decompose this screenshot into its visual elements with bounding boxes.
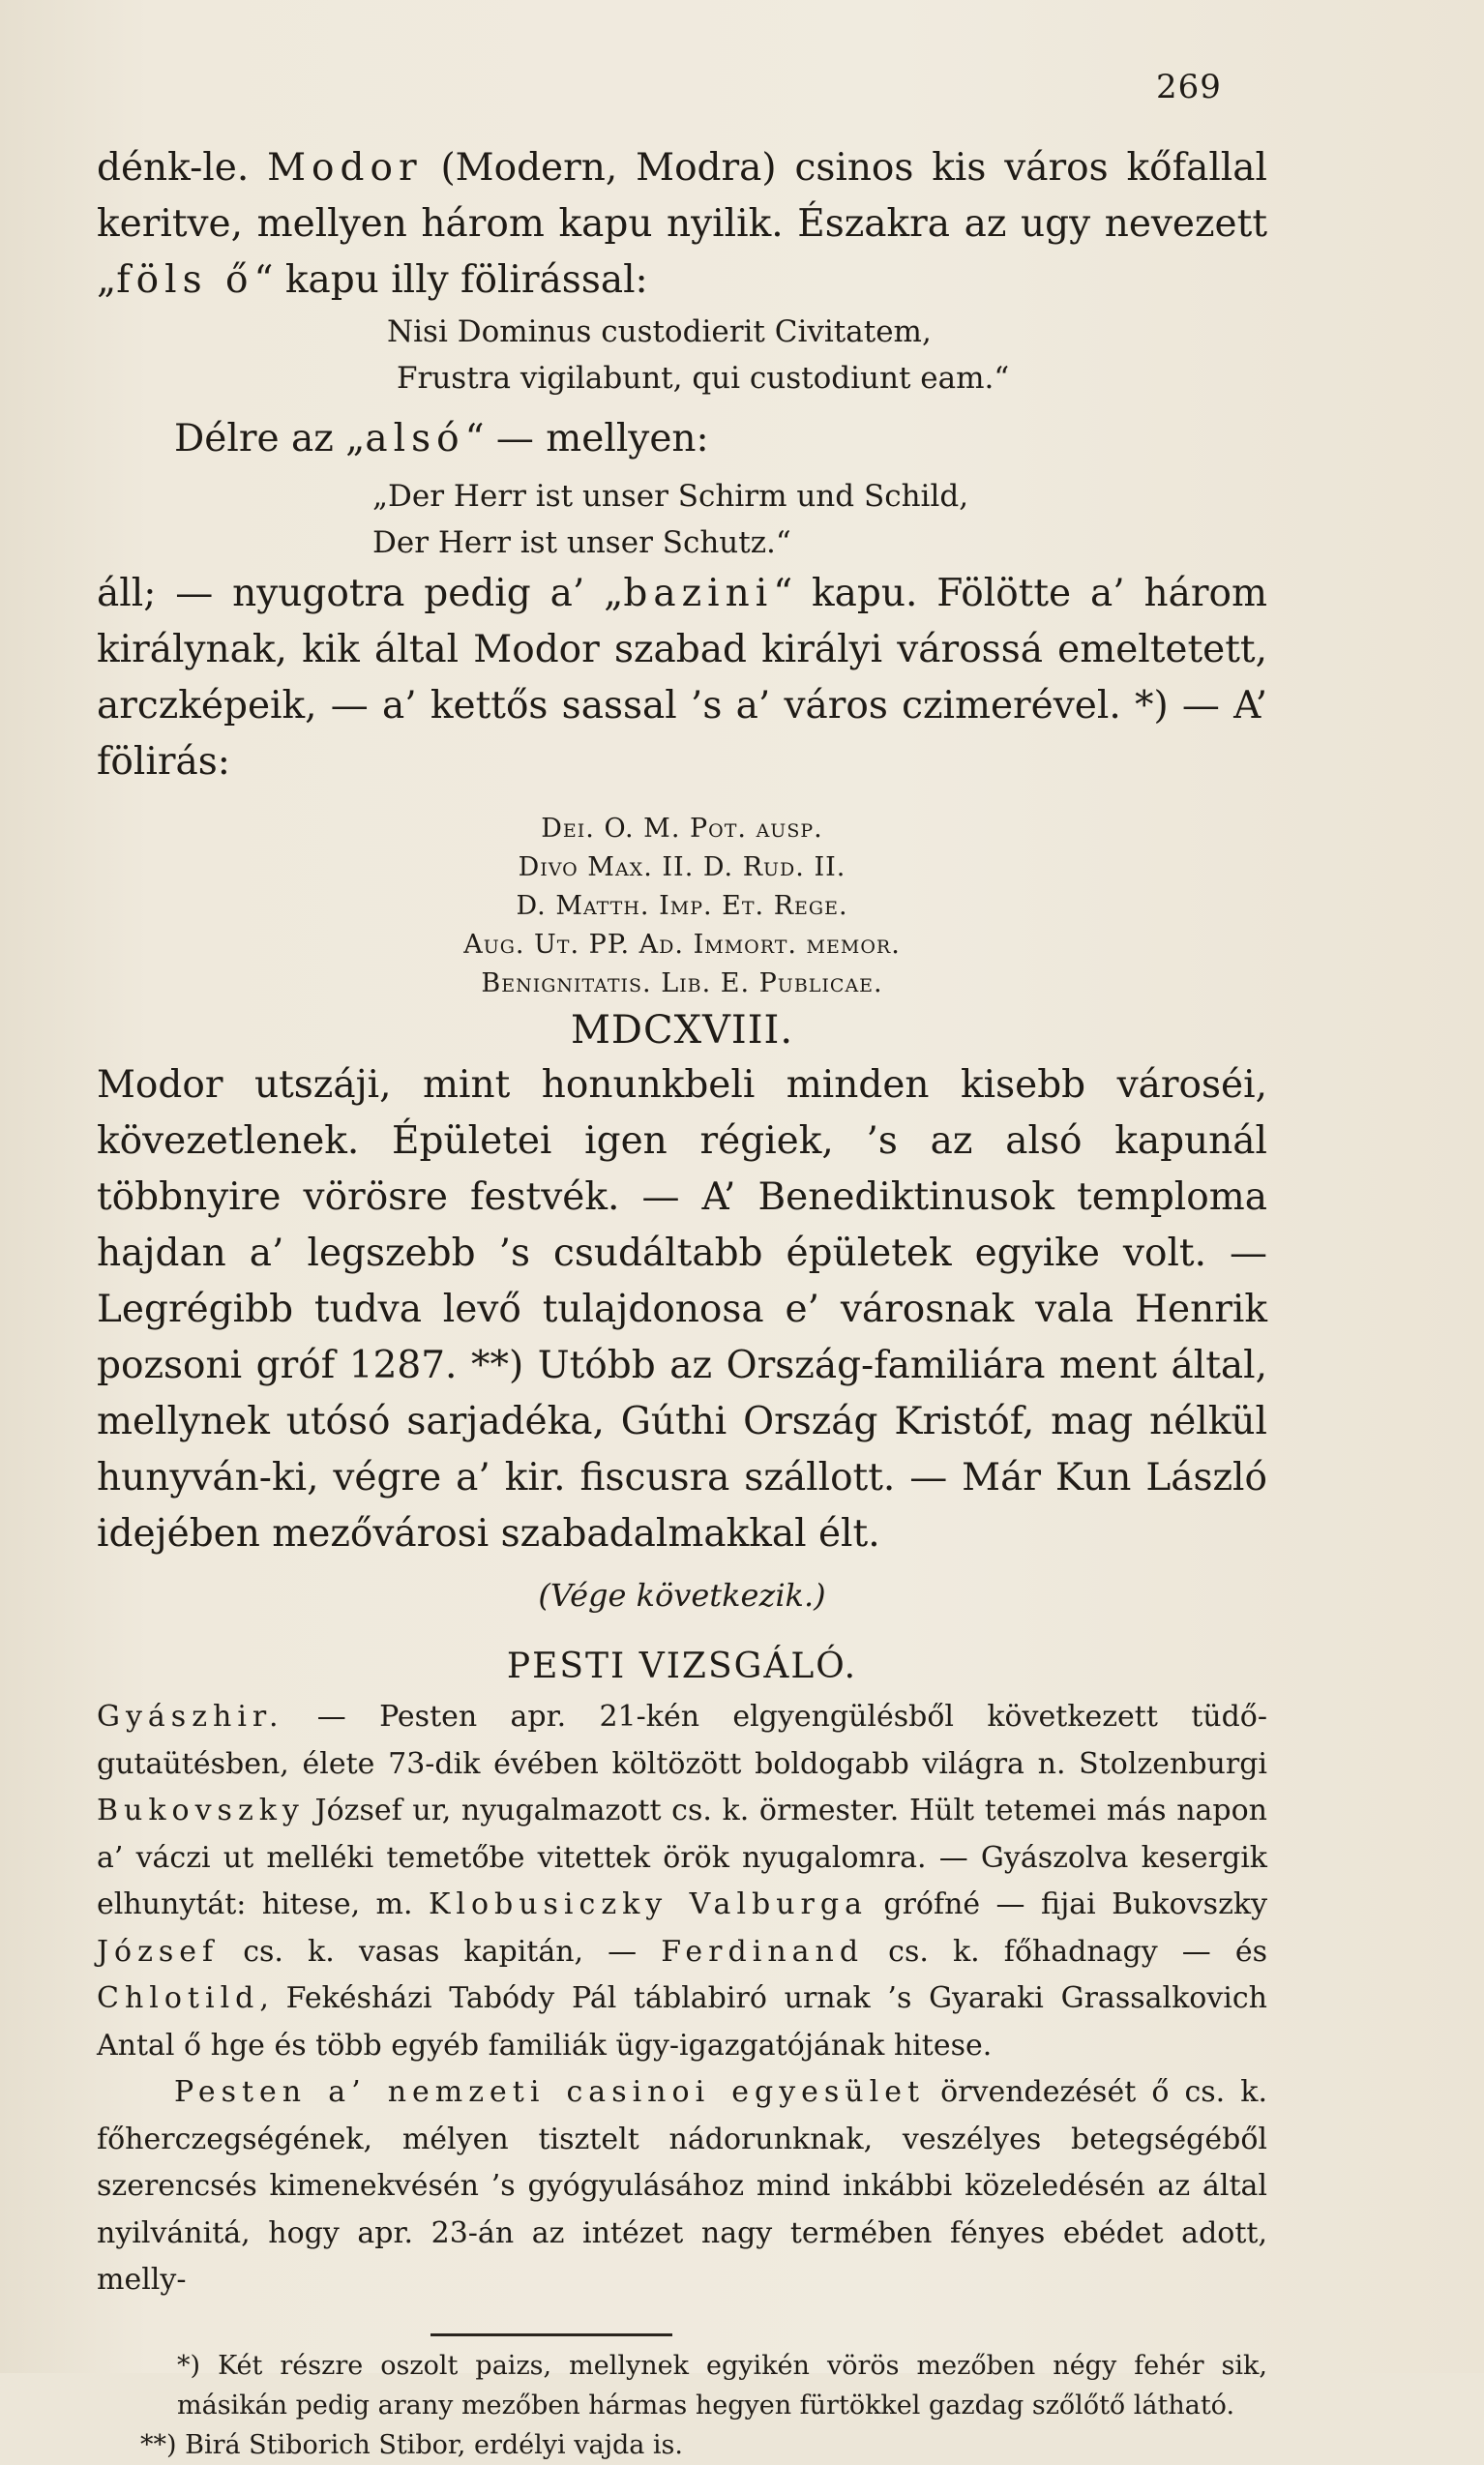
- spaced-name: Ferdinand: [661, 1934, 865, 1969]
- news-section: [97, 1694, 1267, 2304]
- text-run: dénk-le.: [97, 146, 268, 190]
- gate-inscription-line-2: Divo Max. II. D. Rud. II.: [518, 852, 846, 882]
- gate-inscription-line-5: Benignitatis. Lib. E. Publicae.: [481, 968, 883, 998]
- bazini-spaced-name: bazini: [623, 572, 774, 615]
- continuation-note: (Vége következik.): [538, 1577, 826, 1614]
- gate-inscription-line-4: Aug. Ut. PP. Ad. Immort. memor.: [463, 930, 901, 960]
- footnote-1: *) Két részre oszolt paizs, mellynek egyikén vörös mezőben négy fehér sik, másikán pedig arany mezőben hármas hegyen fürtökkel gazdag szőlőtő látható.: [177, 2350, 1267, 2420]
- gate-inscription-year: MDCXVIII.: [570, 1008, 794, 1053]
- german-inscription-line-1: „Der Herr ist unser Schirm und Schild,: [372, 479, 969, 514]
- main-text: [97, 140, 1267, 2465]
- text-run: “ kapu. Fölötte a’ három királynak, kik által Modor szabad királyi várossá emeltetett, arczképeik, — a’ kettős sassal ’s a’ város czimerével. *) — A’ fölirás:: [97, 572, 1268, 784]
- text-run: áll; — nyugotra pedig a’ „: [97, 572, 624, 615]
- text-run: “ — mellyen:: [464, 417, 709, 460]
- gyaszhir-paragraph: [97, 1694, 1267, 2069]
- section-title: PESTI VIZSGÁLÓ.: [506, 1647, 858, 1686]
- text-run: Délre az „: [174, 417, 366, 460]
- spaced-name: Bukovszky: [97, 1794, 305, 1827]
- text-run: cs. k. főhadnagy — és: [864, 1934, 1267, 1969]
- text-run: örvendezését ő cs. k. főherczegségének, mélyen tisztelt nádorunknak, veszélyes betegségéből szerencsés kimenekvésén ’s gyógyulásához mind inkábbi közeledésén az által nyilvánitá, hogy apr. 23-án az intézet nagy termében fényes ebédet adott, melly-: [97, 2075, 1267, 2297]
- also-spaced-name: alsó: [365, 417, 465, 460]
- footnotes: [140, 2346, 1267, 2465]
- spaced-name: Pesten a’ nemzeti casinoi egyesület: [174, 2075, 926, 2109]
- text-run: József ur, nyugalmazott cs. k. örmester. Hült tetemei más napon a’ váczi ut melléki temetőbe vitettek örök nyugalomra. — Gyászolva kesergik elhunytát: hitese, m.: [97, 1794, 1267, 1921]
- text-run: grófné — fijai Bukovszky: [868, 1887, 1268, 1921]
- fols-spaced-name: föls ő: [116, 258, 254, 302]
- all-paragraph: [97, 566, 1267, 790]
- footnote-divider: [430, 2333, 672, 2336]
- latin-inscription-line-2: Frustra vigilabunt, qui custodiunt eam.“: [397, 361, 1010, 396]
- gate-inscription-line-3: D. Matth. Imp. Et. Rege.: [516, 891, 848, 921]
- latin-inscription-line-1: Nisi Dominus custodierit Civitatem,: [387, 314, 932, 349]
- modor-intro-paragraph: [97, 140, 1267, 309]
- modor-spaced-name: Modor: [267, 146, 423, 190]
- page-number: 269: [1156, 68, 1222, 106]
- text-run: , Fekésházi Tabódy Pál táblabiró urnak ’s Gyaraki Grassalkovich Antal ő hge és több egyéb familiák ügy-igazgatójának hitese.: [97, 1981, 1267, 2063]
- gyaszhir-label: Gyászhir.: [97, 1700, 284, 1734]
- spaced-name: Chlotild: [97, 1981, 260, 2015]
- text-run: “ kapu illy fölirással:: [253, 258, 648, 302]
- spaced-name: József: [97, 1934, 220, 1969]
- utszaji-paragraph: Modor utszáji, mint honunkbeli minden kisebb városéi, kövezetlenek. Épületei igen régiek, ’s az alsó kapunál többnyire vörösre festvék. — A’ Benediktinusok temploma hajdan a’ legszebb ’s csudáltabb épületek egyike volt. — Legrégibb tudva levő tulajdonosa e’ városnak vala Henrik pozsoni gróf 1287. **) Utóbb az Ország-familiára ment által, mellynek utósó sarjadéka, Gúthi Ország Kristóf, mag nélkül hunyván-ki, végre a’ kir. fiscusra szállott. — Már Kun László idejében mezővárosi szabadalmakkal élt.: [97, 1063, 1267, 1556]
- text-run: (Modern, Modra) csinos kis város kőfallal keritve, mellyen három kapu nyilik. Északra az ugy nevezett „: [97, 146, 1267, 302]
- footnote-2: **) Birá Stiborich Stibor, erdélyi vajda is.: [140, 2429, 683, 2460]
- spaced-name: Klobusiczky Valburga: [428, 1887, 868, 1921]
- text-run: cs. k. vasas kapitán, —: [219, 1934, 662, 1969]
- gate-inscription-line-1: Dei. O. M. Pot. ausp.: [541, 814, 823, 844]
- text-run: — Pesten apr. 21-kén elgyengülésből következett tüdő-gutaütésben, élete 73-dik évében költözött boldogabb világra n. Stolzenburgi: [97, 1700, 1267, 1781]
- german-inscription-line-2: Der Herr ist unser Schutz.“: [372, 525, 791, 560]
- casino-paragraph: [97, 2069, 1267, 2304]
- delre-line: [97, 411, 1267, 467]
